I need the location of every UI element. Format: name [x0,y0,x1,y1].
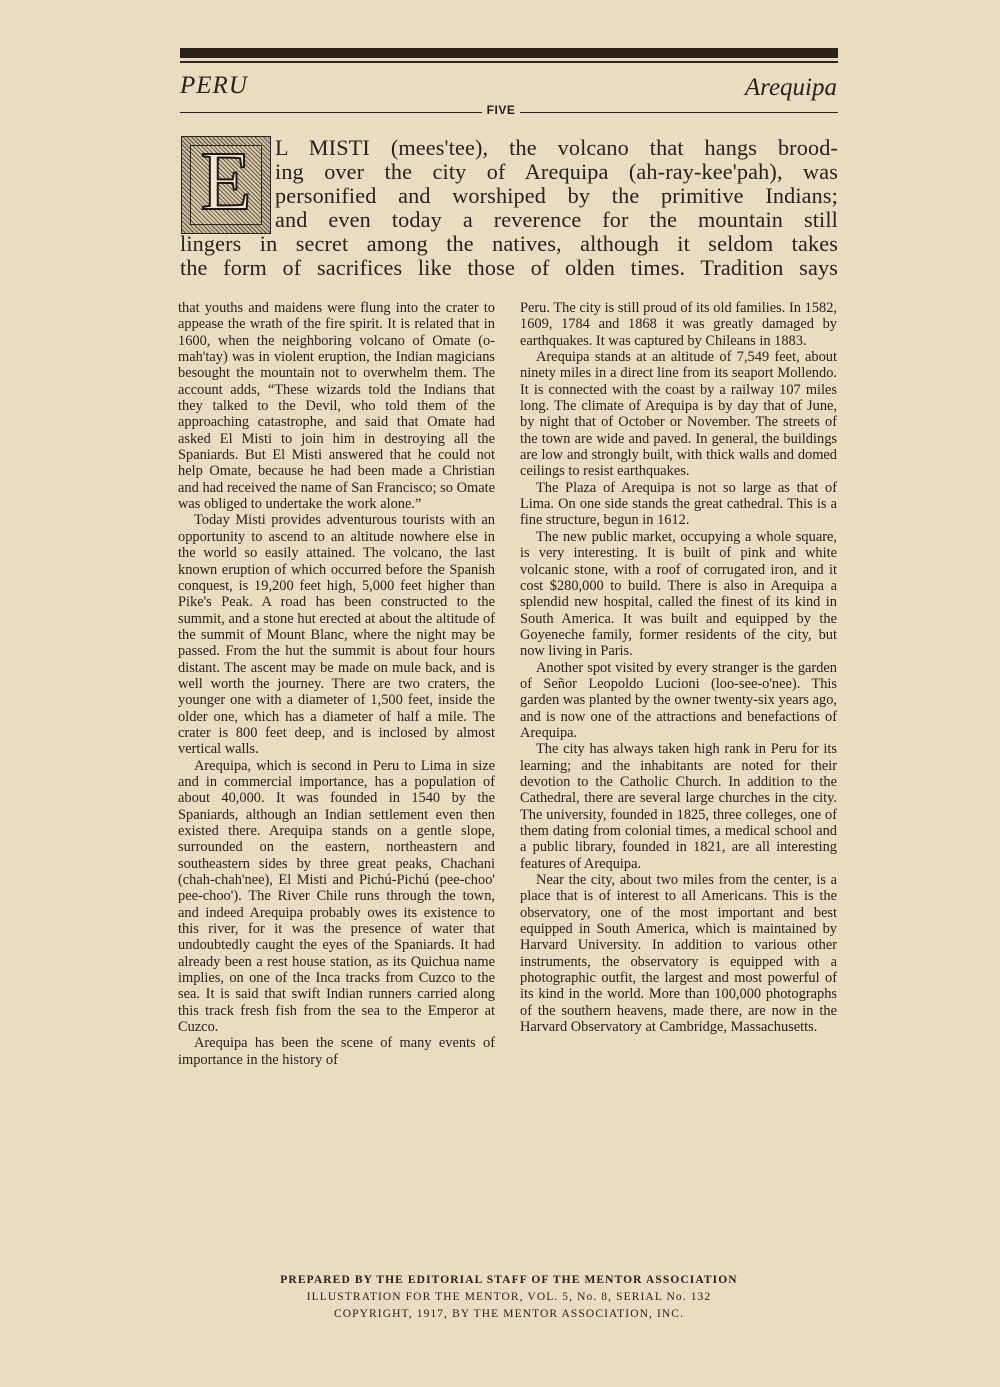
body-paragraph: that youths and maidens were flung into the crater to appease the wrath of the fire spirit. It is related that in 1600, when the neighboring volcano of Omate (o-mah'tay) was in violent eruption, the Indian magicians besought the mountain not to overwhelm them. The account adds, “These wizards told the Indians that they talked to the Devil, who told them of the approaching catastrophe, and said that Omate had asked El Misti to join him in destroying all the Spaniards. But El Misti answered that he could not help Omate, because he had been made a Christian and had received the name of San Francisco; so Omate was obliged to undertake the work alone.” [178,300,495,513]
top-heavy-rule [180,48,838,58]
intro-line: L MISTI (mees'tee), the volcano that hangs brood- [275,135,838,160]
intro-line: and even today a reverence for the mountain still [275,207,838,232]
body-paragraph: Peru. The city is still proud of its old families. In 1582, 1609, 1784 and 1868 it was greatly damaged by earthquakes. It was captured by Chileans in 1883. [520,300,837,349]
body-paragraph: Today Misti provides adventurous tourists with an opportunity to ascend to an altitude nowhere else in the world so easily attained. The volcano, the last known eruption of which occurred before the Spanish conquest, is 19,200 feet high, 5,000 feet higher than Pike's Peak. A road has been constructed to the summit, and a stone hut erected at about the altitude of the summit of Mount Blanc, where the night may be passed. From the hut the summit is about four hours distant. The ascent may be made on mule back, and is well worth the journey. There are two craters, the younger one with a diameter of 1,500 feet, inside the older one, which has a diameter of half a mile. The crater is 800 feet deep, and is inclosed by almost vertical walls. [178,512,495,758]
left-text-column [178,300,495,1068]
credits-footer [180,1272,838,1323]
intro-line: ing over the city of Arequipa (ah-ray-kee'pah), was [275,159,838,184]
credit-line-copyright: COPYRIGHT, 1917, BY THE MENTOR ASSOCIATION, INC. [333,1308,685,1320]
intro-paragraph [180,136,838,280]
body-paragraph: Arequipa has been the scene of many events of importance in the history of [178,1035,495,1068]
body-paragraph: Arequipa, which is second in Peru to Lima in size and in commercial importance, has a population of about 40,000. It was founded in 1540 by the Spaniards, although an Indian settlement even then existed there. Arequipa stands on a gentle slope, surrounded on the eastern, northeastern and southeastern sides by three great peaks, Chachani (chah-chah'nee), El Misti and Pichú-Pichú (pee-choo' pee-choo'). The River Chile runs through the town, and indeed Arequipa probably owes its existence to this river, for it was the presence of water that undoubtedly caught the eyes of the Spaniards. It had already been a rest house station, as its Quichua name implies, on one of the Inca tracks from Cuzco to the sea. It is said that swift Indian runners carried along this track fresh fish from the sea to the Emperor at Cuzco. [178,757,495,1036]
body-paragraph: Arequipa stands at an altitude of 7,549 feet, about ninety miles in a direct line from its seaport Mollendo. It is connected with the coast by a railway 107 miles long. The climate of Arequipa is by day that of June, by night that of October or November. The streets of the town are wide and paved. In general, the buildings are low and strongly built, with thick walls and domed ceilings to resist earthquakes. [520,349,837,480]
section-rule-right [520,112,838,113]
body-paragraph: Near the city, about two miles from the center, is a place that is of interest to all Americans. This is the observatory, one of the most important and best equipped in South America, which is maintained by Harvard University. In addition to various other instruments, the observatory is equipped with a photographic outfit, the largest and most powerful of its kind in the world. More than 100,000 photographs of the southern heavens, made there, are now in the Harvard Observatory at Cambridge, Massachusetts. [520,872,837,1036]
section-rule-left [180,112,482,113]
right-text-column [520,300,837,1035]
intro-line: personified and worshiped by the primitive Indians; [275,183,838,208]
body-paragraph: The new public market, occupying a whole square, is very interesting. It is built of pink and white volcanic stone, with a roof of corrugated iron, and it cost $280,000 to build. There is also in Arequipa a splendid new hospital, called the finest of its kind in South America. It was built and equipped by the Goyeneche family, former residents of the city, but now living in Paris. [520,528,837,660]
running-head-city: Arequipa [744,74,837,101]
credit-line-editorial: PREPARED BY THE EDITORIAL STAFF OF THE MENTOR ASSOCIATION [280,1274,738,1286]
intro-line: the form of sacrifices like those of olden times. Tradition says [180,255,838,280]
running-head-country: PERU [180,72,248,99]
body-paragraph: The city has always taken high rank in Peru for its learning; and the inhabitants are noted for their devotion to the Catholic Church. In addition to the Cathedral, there are several large churches in the city. The university, founded in 1825, three colleges, one of them dating from colonial times, a medical school and a public library, founded in 1821, are all interesting features of Arequipa. [520,741,837,872]
body-paragraph: Another spot visited by every stranger is the garden of Señor Leopoldo Lucioni (loo-see-o'nee). This garden was planted by the owner twenty-six years ago, and is now one of the attractions and benefactions of Arequipa. [520,659,837,741]
initial-letter: E [200,135,252,228]
intro-line: lingers in secret among the natives, although it seldom takes [180,231,838,256]
credit-line-illustration: ILLUSTRATION FOR THE MENTOR, VOL. 5, No. 8, SERIAL No. 132 [306,1291,712,1303]
section-number: FIVE [486,103,516,117]
top-thin-rule [180,61,838,63]
body-paragraph: The Plaza of Arequipa is not so large as that of Lima. On one side stands the great cathedral. This is a fine structure, begun in 1612. [520,479,837,529]
